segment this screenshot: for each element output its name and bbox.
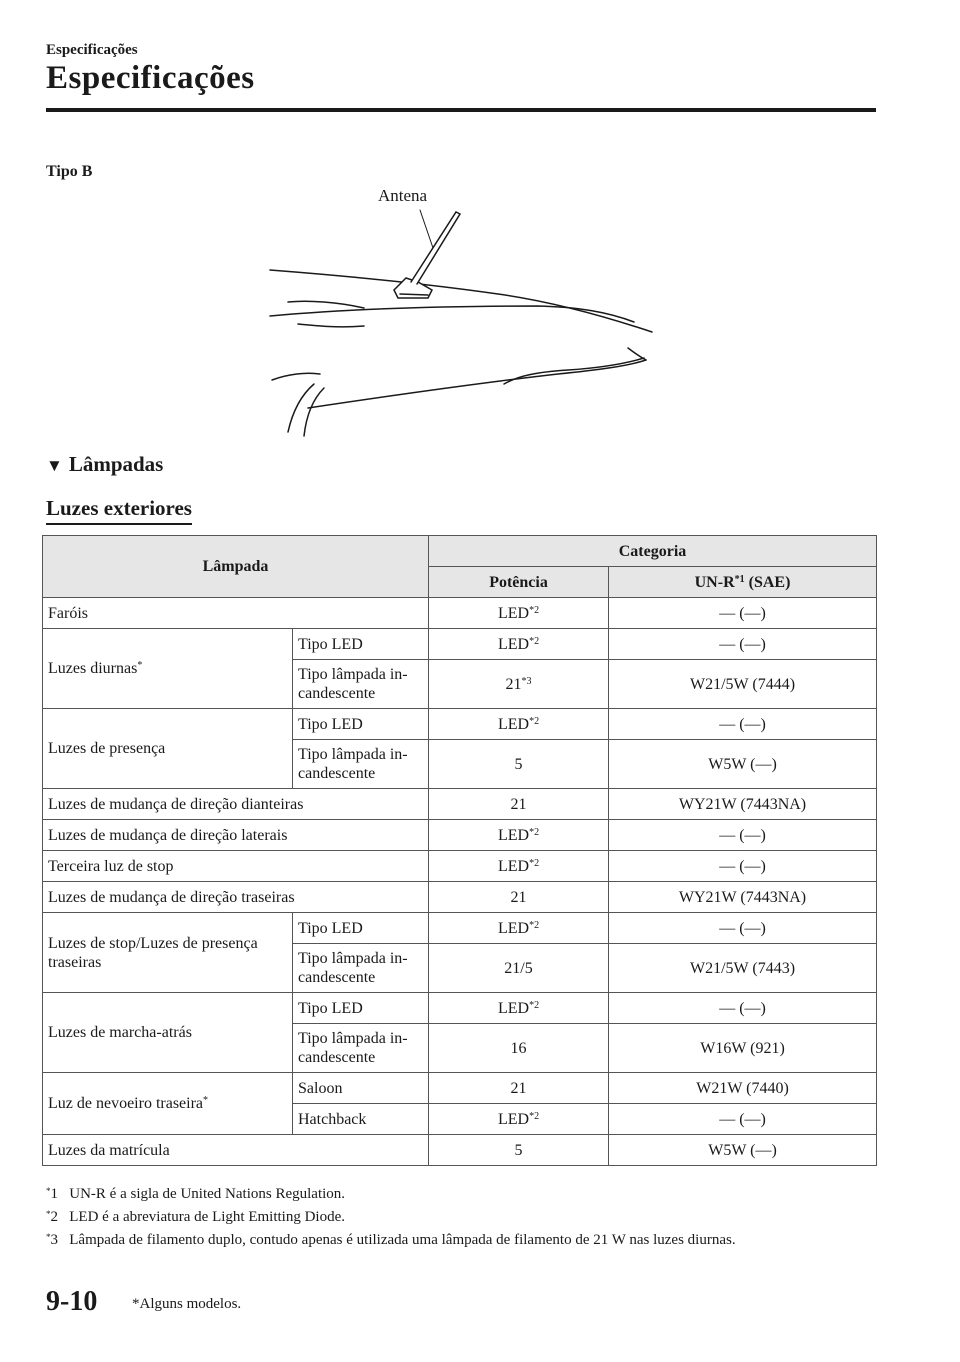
page-title: Especificações [46, 60, 255, 96]
breadcrumb: Especificações [46, 42, 138, 58]
header-category: Categoria [429, 536, 877, 567]
table-row: Luzes de mudança de direção traseiras 21 WY21W (7443NA) [43, 882, 877, 913]
section-heading [46, 452, 163, 477]
figure-label: Tipo B [46, 163, 93, 180]
table-row: Hatchback LED$^{*2}$ — (—) [43, 1104, 877, 1135]
subsection-heading: Luzes exteriores [46, 496, 192, 525]
bulb-spec-table [42, 535, 877, 1166]
table-row: Tipo lâmpada in- candescente 21$^{*3}$ W21/5W (7444) [43, 660, 877, 709]
footnote: *3 Lâmpada de filamento duplo, contudo apenas é utilizada uma lâmpada de filamento de 21 W nas luzes diurnas. [46, 1232, 736, 1248]
body-line [304, 388, 324, 436]
section-title: Lâmpadas [68, 452, 164, 476]
triangle-down-icon: ▼ [46, 456, 63, 475]
window-line [298, 324, 364, 327]
title-divider [46, 108, 876, 112]
table-row: Faróis LED$^{*2}$ — (—) [43, 598, 877, 629]
body-line [272, 373, 320, 380]
table-row: Tipo lâmpada in- candescente 21/5 W21/5W (7443) [43, 944, 877, 993]
antenna-illustration [268, 178, 658, 440]
spoiler-line [504, 358, 644, 384]
table-row: Luzes de mudança de direção dianteiras 21 WY21W (7443NA) [43, 789, 877, 820]
callout-leader [420, 210, 433, 248]
page-number: 9-10 [46, 1286, 98, 1317]
table-row: Luzes de marcha-atrás Tipo LED LED$^{*2}$ — (—) [43, 993, 877, 1024]
page-note: *Alguns modelos. [132, 1296, 242, 1312]
table-row: Tipo lâmpada in- candescente 5 W5W (—) [43, 740, 877, 789]
antenna-callout: Antena [378, 186, 428, 205]
footnotes [46, 1183, 736, 1252]
spoiler-line [628, 348, 646, 360]
header-lamp: Lâmpada [43, 536, 429, 598]
footnote: *1 UN-R é a sigla de United Nations Regulation. [46, 1186, 346, 1202]
table-row: Luzes de mudança de direção laterais LED$^{*2}$ — (—) [43, 820, 877, 851]
antenna-rod [411, 212, 460, 284]
table-header-row [43, 536, 877, 567]
table-row: Luzes de stop/Luzes de presença traseiras Tipo LED LED$^{*2}$ — (—) [43, 913, 877, 944]
table-row: Tipo lâmpada in- candescente 16 W16W (921) [43, 1024, 877, 1073]
table-row: Terceira luz de stop LED$^{*2}$ — (—) [43, 851, 877, 882]
header-unr: $UN-R^{*1}$ (SAE) [609, 567, 877, 598]
table-row: Luzes da matrícula 5 W5W (—) [43, 1135, 877, 1166]
header-power: Potência [429, 567, 609, 598]
footnote: *2 LED é a abreviatura de Light Emitting Diode. [46, 1209, 345, 1225]
window-line [288, 301, 364, 308]
table-row: Luz de nevoeiro traseira* Saloon 21 W21W (7440) [43, 1073, 877, 1104]
table-row: Luzes diurnas* Tipo LED LED$^{*2}$ — (—) [43, 629, 877, 660]
window-line [270, 306, 634, 322]
roof-line [270, 270, 652, 332]
table-row: Luzes de presença Tipo LED LED$^{*2}$ — (—) [43, 709, 877, 740]
